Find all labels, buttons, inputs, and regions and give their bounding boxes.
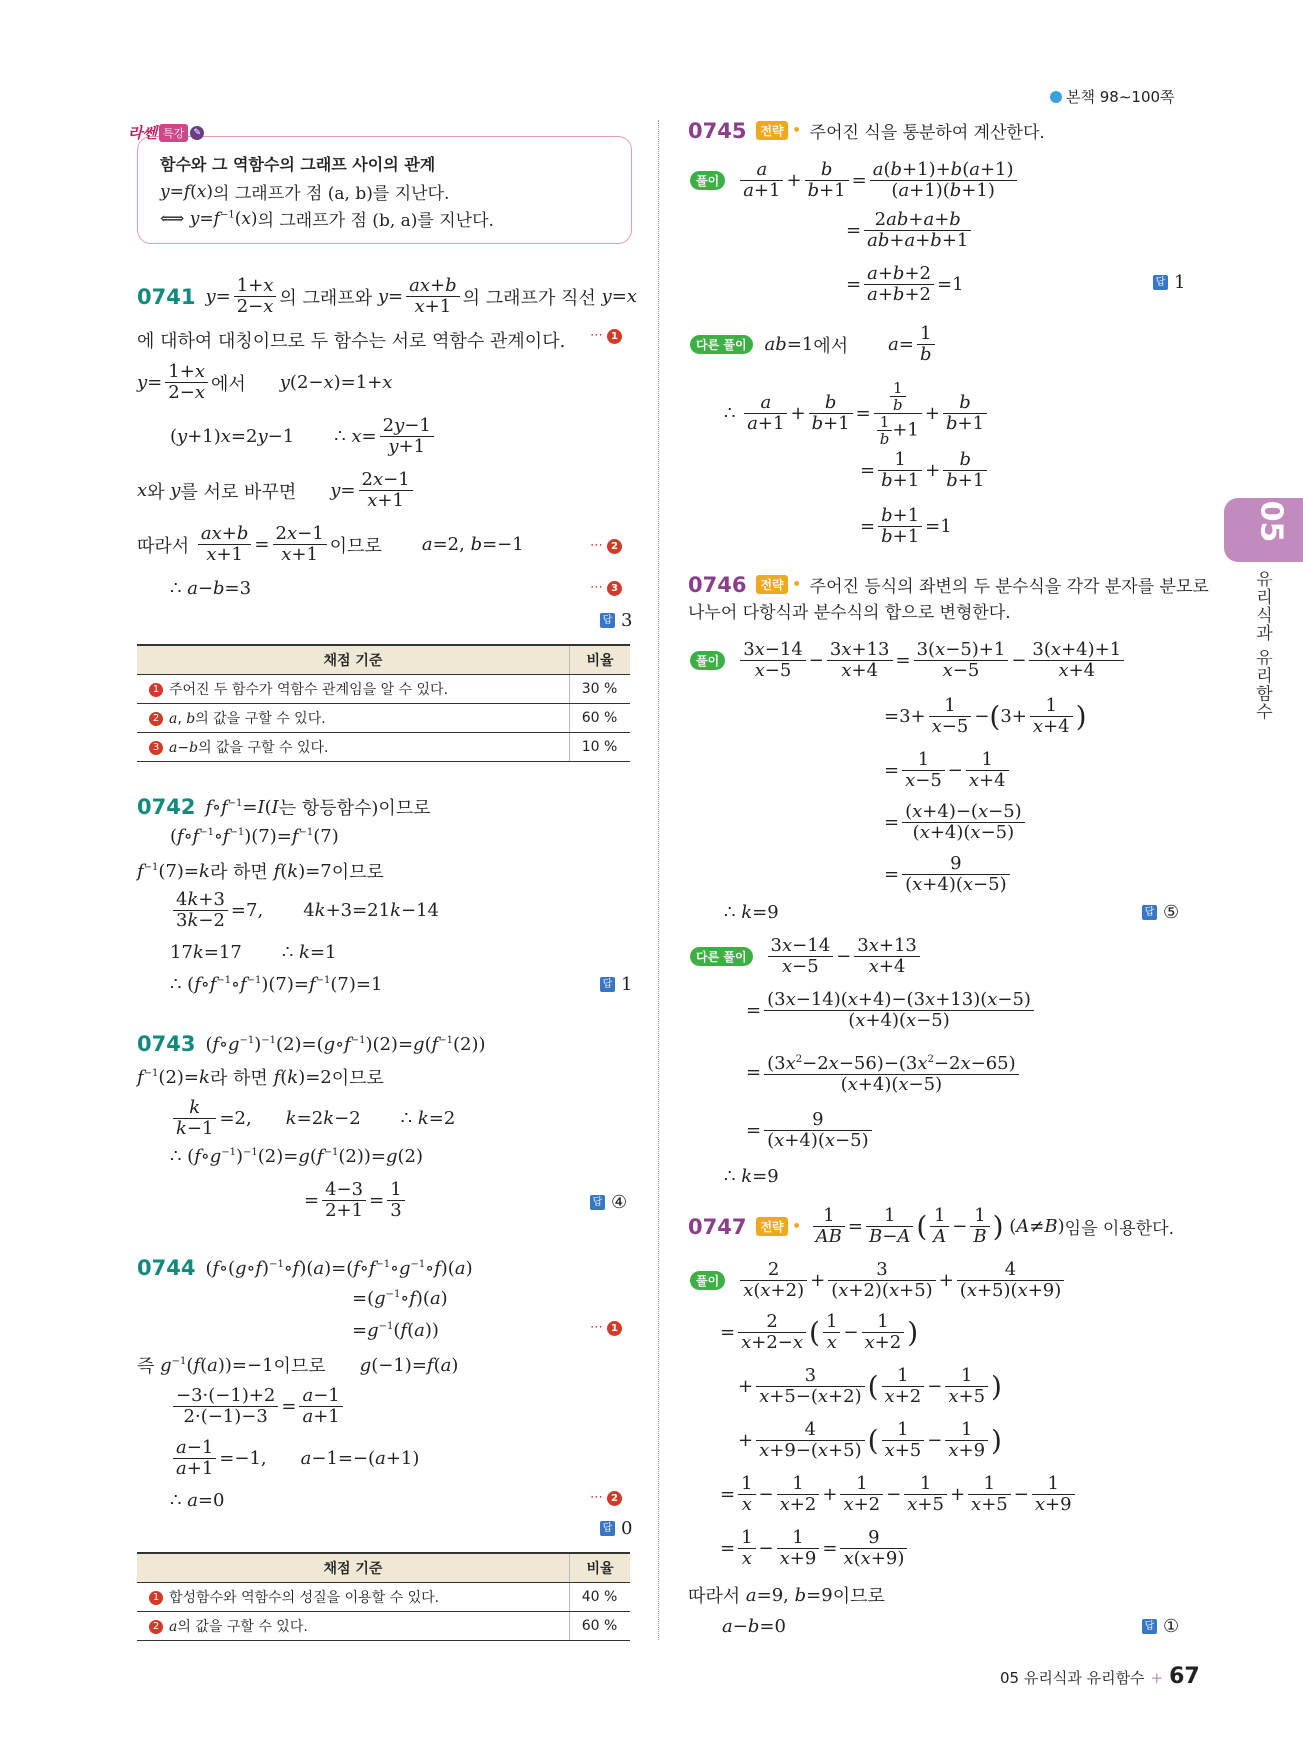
problem-0742-line-1: 0742 $f\circ f^{-1}=I$ ( I 는 항등함수)이므로 — [137, 795, 431, 819]
special-line-1: y=f(x) 의 그래프가 점 (a, b)를 지난다. — [160, 181, 450, 204]
problem-0744-line-4: 즉 $g^{-1}(f(a))=-1$ 이므로 g(−1)=f(a) — [137, 1354, 459, 1377]
problem-0744-line-2: $=(g^{-1}\circ f)(a)$ — [352, 1288, 448, 1309]
answer-icon: 답 — [600, 1521, 615, 1536]
problem-0742-line-4: $\frac{4k+3}{3k-2}$ =7, 4k+3=21k−14 — [170, 890, 439, 931]
problem-0746-sol-5: = $\frac{9}{(x+4)(x-5)}$ — [884, 854, 1013, 895]
problem-0745-sol-1: 풀이 $\frac{a}{a+1}$ + $\frac{b}{b+1}$ = $\frac{a(b+1)+b(a+1)}{(a+1)(b+1)}$ — [690, 160, 1020, 201]
problem-0747-header: 0747 전략 • $\frac{1}{AB}$ = $\frac{1}{B-A}$ ( $\frac{1}{A}$ − $\frac{1}{B}$ ) (A≠B) 임을 이용한다. — [688, 1205, 1174, 1247]
mark-3: ⋯ 3 — [590, 580, 622, 596]
answer-0742: 답 1 — [600, 974, 632, 995]
book-reference: 본책 98∼100쪽 — [1050, 86, 1175, 107]
problem-0747-sol-4: + $\frac{4}{x+9-(x+5)}$ ( $\frac{1}{x+5}$ − $\frac{1}{x+9}$ ) — [738, 1419, 1002, 1461]
problem-0746-strategy-2: 나누어 다항식과 분수식의 합으로 변형한다. — [688, 603, 1011, 623]
problem-0741-line-4: (y+1)x=2y−1 ∴ x= $\frac{2y-1}{y+1}$ — [170, 416, 437, 457]
problem-0747-sol-6: = $\frac{1}{x}$ − $\frac{1}{x+9}$ = $\frac{9}{x(x+9)}$ — [720, 1528, 910, 1569]
problem-0741-line-7: ∴ a−b=3 — [170, 578, 252, 599]
problem-0741-line-3: y= $\frac{1+x}{2-x}$ 에서 y(2−x)=1+x — [137, 361, 393, 403]
problem-0742-line-3: $f^{-1}(7)=k$ 라 하면 f(k)=7 이므로 — [137, 860, 384, 883]
problem-0746-alt-3: = $\frac{(3x^2-2x-56)-(3x^2-2x-65)}{(x+4)(x-5)}$ — [746, 1050, 1022, 1095]
answer-0741: 답 3 — [600, 610, 632, 631]
problem-0747-sol-3: + $\frac{3}{x+5-(x+2)}$ ( $\frac{1}{x+2}$ − $\frac{1}{x+5}$ ) — [738, 1365, 1002, 1407]
page-footer: 05 유리식과 유리함수 + 67 — [1000, 1664, 1200, 1689]
problem-0745-alt-2: ∴ $\frac{a}{a+1}$ + $\frac{b}{b+1}$ = $\frac{1}{b}$ $\frac{1}{b}$ +1 + $\frac{b}{b+1}$ — [724, 380, 990, 447]
table-row: 1 합성함수와 역함수의 성질을 이용할 수 있다. 40 % — [137, 1583, 630, 1612]
answer-icon: 답 — [1153, 275, 1168, 290]
problem-0745-alt-1: 다른 풀이 ab=1 에서 a= $\frac{1}{b}$ — [690, 324, 938, 365]
problem-0747-sol-8: a−b=0 — [722, 1616, 786, 1637]
problem-0744-line-6: $\frac{a-1}{a+1}$ =−1, a−1=−(a+1) — [170, 1438, 419, 1479]
problem-0746-alt-4: = $\frac{9}{(x+4)(x-5)}$ — [746, 1110, 875, 1151]
answer-0747: 답 ① — [1142, 1616, 1179, 1637]
answer-0746: 답 ⑤ — [1142, 902, 1179, 923]
column-divider — [658, 120, 659, 1640]
problem-0747-sol-2: = $\frac{2}{x+2-x}$ ( $\frac{1}{x}$ − $\frac{1}{x+2}$ ) — [720, 1311, 919, 1353]
special-line-2: ⟺ $y=f^{-1}(x)$ 의 그래프가 점 (b, a)를 지난다. — [160, 208, 494, 231]
problem-0746-sol-1: 풀이 $\frac{3x-14}{x-5}$ − $\frac{3x+13}{x+4}$ = $\frac{3(x-5)+1}{x-5}$ − $\frac{3(x+4)+1}{x+4}$ — [690, 640, 1127, 681]
chapter-tab: 05 — [1224, 498, 1303, 562]
problem-0746-alt-1: 다른 풀이 $\frac{3x-14}{x-5}$ − $\frac{3x+13}{x+4}$ — [690, 936, 923, 977]
answer-icon: 답 — [600, 613, 615, 628]
scoring-table-1: 채점 기준 비율 1 주어진 두 함수가 역함수 관계임을 알 수 있다. 30 % 2 a, b의 값을 구할 수 있다. 60 % 3 a−b의 값을 구할 수 있다. 10 % — [137, 644, 630, 762]
problem-0745-sol-2: = $\frac{2ab+a+b}{ab+a+b+1}$ — [846, 210, 974, 251]
problem-0742-line-2: $(f\circ f^{-1}\circ f^{-1})(7)=f^{-1}(7)$ — [170, 826, 339, 847]
problem-0741-line-5: x 와 y 를 서로 바꾸면 y= $\frac{2x-1}{x+1}$ — [137, 470, 416, 511]
problem-0745-alt-4: = $\frac{b+1}{b+1}$ =1 — [860, 505, 952, 547]
answer-0744: 답 0 — [600, 1518, 632, 1539]
table-row: 3 a−b의 값을 구할 수 있다. 10 % — [137, 733, 630, 762]
answer-icon: 답 — [1142, 1619, 1157, 1634]
problem-0743-line-2: $f^{-1}(2)=k$ 라 하면 f(k)=2 이므로 — [137, 1066, 384, 1089]
chapter-side-title: 유리식과 유리함수 — [1252, 570, 1272, 721]
special-lecture-label: 라쎈 특강 ✎ — [128, 122, 204, 143]
problem-0743-line-4: ∴ $(f\circ g^{-1})^{-1}(2)=g(f^{-1}(2))=g(2)$ — [170, 1146, 423, 1167]
problem-0743-line-1: 0743 $(f\circ g^{-1})^{-1}(2)=(g\circ f^{-1})(2)=g(f^{-1}(2))$ — [137, 1032, 486, 1056]
table-row: 1 주어진 두 함수가 역함수 관계임을 알 수 있다. 30 % — [137, 675, 630, 704]
problem-0745-header: 0745 전략 • 주어진 식을 통분하여 계산한다. — [688, 118, 1045, 143]
mark-1: ⋯ 1 — [590, 1320, 622, 1336]
table-row: 2 a의 값을 구할 수 있다. 60 % — [137, 1612, 630, 1641]
problem-0742-line-6: ∴ $(f\circ f^{-1}\circ f^{-1})(7)=f^{-1}(7)=1$ — [170, 974, 383, 995]
problem-0746-sol-4: = $\frac{(x+4)-(x-5)}{(x+4)(x-5)}$ — [884, 802, 1028, 843]
problem-0741-line-6: 따라서 $\frac{ax+b}{x+1}$ = $\frac{2x-1}{x+1}$ 이므로 a=2, b=−1 — [137, 523, 524, 565]
problem-0743-line-5: = $\frac{4-3}{2+1}$ = $\frac{1}{3}$ — [304, 1180, 408, 1221]
problem-0745-alt-3: = $\frac{1}{b+1}$ + $\frac{b}{b+1}$ — [860, 450, 990, 491]
special-title: 함수와 그 역함수의 그래프 사이의 관계 — [160, 155, 436, 174]
problem-0745-sol-3: = $\frac{a+b+2}{a+b+2}$ =1 — [846, 263, 964, 305]
problem-0744-line-3: $=g^{-1}(f(a))$ — [352, 1320, 439, 1341]
problem-0747-sol-5: = $\frac{1}{x}$ − $\frac{1}{x+2}$ + $\frac{1}{x+2}$ − $\frac{1}{x+5}$ + $\frac{1}{x+5}$ − $\frac{1}{x+9}$ — [720, 1474, 1078, 1515]
problem-0744-line-7: ∴ a=0 — [170, 1490, 225, 1511]
answer-0745: 답 1 — [1153, 272, 1185, 293]
problem-0746-alt-2: = $\frac{(3x-14)(x+4)-(3x+13)(x-5)}{(x+4)(x-5)}$ — [746, 990, 1037, 1031]
problem-0743-line-3: $\frac{k}{k-1}$ =2, k=2k−2 ∴ k=2 — [170, 1098, 455, 1139]
answer-icon: 답 — [590, 1195, 605, 1210]
problem-0746-header: 0746 전략 • 주어진 등식의 좌변의 두 분수식을 각각 분자를 분모로 — [688, 572, 1209, 597]
problem-0744-line-1: 0744 $(f\circ(g\circ f)^{-1}\circ f)(a)=(f\circ f^{-1}\circ g^{-1}\circ f)(a)$ — [137, 1256, 473, 1280]
problem-0746-sol-3: = $\frac{1}{x-5}$ − $\frac{1}{x+4}$ — [884, 750, 1012, 791]
problem-0746-sol-6: ∴ k=9 — [724, 902, 779, 923]
mark-2: ⋯ 2 — [590, 538, 622, 554]
table-row: 2 a, b의 값을 구할 수 있다. 60 % — [137, 704, 630, 733]
problem-0746-sol-2: =3+ $\frac{1}{x-5}$ − ( 3+ $\frac{1}{x+4}$ ) — [884, 695, 1087, 737]
answer-icon: 답 — [1142, 905, 1157, 920]
problem-0747-sol-7: 따라서 a=9, b=9 이므로 — [688, 1584, 885, 1607]
problem-0746-alt-5: ∴ k=9 — [724, 1166, 779, 1187]
problem-0744-line-5: $\frac{-3\cdot(-1)+2}{2\cdot(-1)-3}$ = $\frac{a-1}{a+1}$ — [170, 1386, 346, 1427]
reference-icon — [1050, 91, 1062, 103]
problem-0741-line-1: 0741 y= $\frac{1+x}{2-x}$ 의 그래프와 y= $\frac{ax+b}{x+1}$ 의 그래프가 직선 y=x — [137, 275, 637, 317]
scoring-table-2: 채점 기준 비율 1 합성함수와 역함수의 성질을 이용할 수 있다. 40 % 2 a의 값을 구할 수 있다. 60 % — [137, 1552, 630, 1641]
answer-icon: 답 — [600, 977, 615, 992]
problem-0742-line-5: 17k=17 ∴ k=1 — [170, 942, 337, 963]
problem-0747-sol-1: 풀이 $\frac{2}{x(x+2)}$ + $\frac{3}{(x+2)(x+5)}$ + $\frac{4}{(x+5)(x+9)}$ — [690, 1260, 1067, 1301]
mark-2: ⋯ 2 — [590, 1490, 622, 1506]
problem-0741-line-2: 에 대하여 대칭이므로 두 함수는 서로 역함수 관계이다. — [137, 331, 566, 352]
mark-1: ⋯ 1 — [590, 328, 622, 344]
pencil-icon: ✎ — [190, 126, 204, 140]
page-number: 67 — [1169, 1664, 1200, 1689]
answer-0743: 답 ④ — [590, 1192, 627, 1213]
